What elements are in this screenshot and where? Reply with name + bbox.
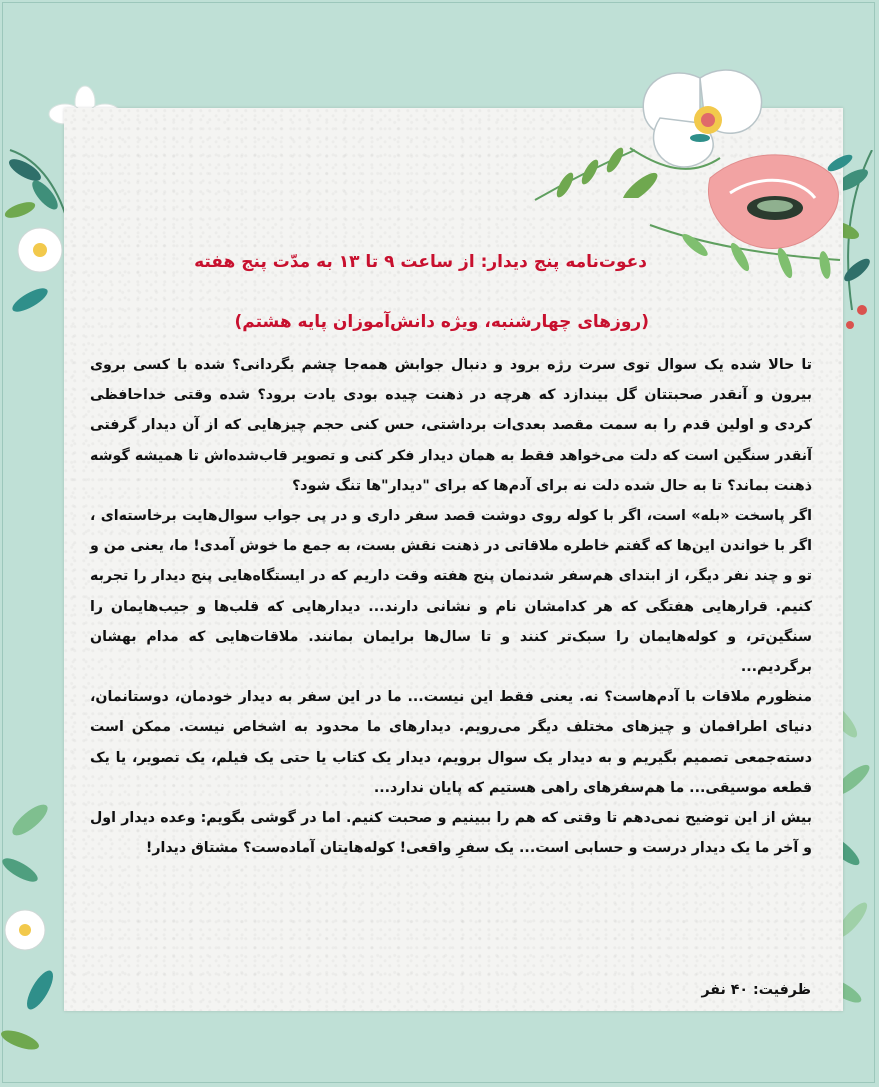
paragraph: منظورم ملاقات با آدم‌هاست؟ نه. یعنی فقط این نیست... ما در این سفر به دیدار خودمان، دوستانمان، دنیای اطرافمان و چیزهای مختلف دیگر می‌رویم. دیدارهای ما محدود به اشخاص نیست. ممکن است دسته‌جمعی تصمیم بگیریم و به دیدار یک سوال برویم، دیدار یک کتاب یا حتی یک فیلم، یک تصویر، یا یک قطعه موسیقی... ما هم‌سفرهای راهی هستیم که پایان ندارد... — [90, 689, 812, 796]
paragraph: اگر پاسخت «بله» است، اگر با کوله روی دوشت قصد سفر داری و در پی جواب سوال‌هایت برخاسته‌ای ، اگر با خواندن این‌ها که گفتم خاطره ملاقاتی در ذهنت نقش بست، به جمع ما خوش آمدی! ما، یعنی من و تو و چند نفر دیگر، از ابتدای هم‌سفر شدنمان پنج هفته وقت داریم که در ایستگاه‌هایی پنج دیدار را تجربه کنیم. قرارهایی هفتگی که هر کدامشان نام و نشانی دارند... دیدارهایی که قلب‌ها و جیب‌هایمان را سنگین‌تر، و کوله‌هایمان را سبک‌تر کنند و تا سال‌ها برایمان بمانند. ملاقات‌هایی که مدام بهشان برگردیم... — [90, 508, 812, 676]
paragraph: تا حالا شده یک سوال توی سرت رژه برود و دنبال جوابش همه‌جا چشم بگردانی؟ شده با کسی بروی بیرون و آنقدر صحبتتان گل بیندازد که هرچه در ذهنت چیده بودی یادت برود؟ شده وقتی خداحافظی کردی و اولین قدم را به سمت مقصد بعدی‌ات برداشتی، حس کنی حجم چیزهایی که از آن دیدار گرفتی آنقدر سنگین است که دلت می‌خواهد فقط به همان دیدار فکر کنی و تصویر قاب‌شده‌اش تا همیشه گوشه ذهنت بماند؟ تا به حال شده دلت نه برای آدم‌ها که برای "دیدار"ها تنگ شود؟ — [90, 357, 812, 494]
invitation-subtitle: (روزهای چهارشنبه، ویژه دانش‌آموزان پایه هشتم) — [234, 312, 649, 332]
leaf-sprig-right-icon — [645, 215, 845, 285]
invitation-body — [90, 350, 812, 863]
invitation-title: دعوت‌نامه پنج دیدار: از ساعت ۹ تا ۱۳ به مدّت پنج هفته — [194, 252, 647, 272]
leaf-sprig-top-icon — [530, 140, 640, 210]
capacity-label: ظرفیت: ۴۰ نفر — [701, 982, 811, 998]
paragraph: بیش از این توضیح نمی‌دهم تا وقتی که هم را ببینیم و صحبت کنیم. اما در گوشی بگویم: وعده دیدار اول و آخر ما یک دیدار درست و حسابی است... یک سفرِ واقعی! کوله‌هایتان آماده‌ست؟ مشتاق دیدار! — [90, 810, 812, 857]
